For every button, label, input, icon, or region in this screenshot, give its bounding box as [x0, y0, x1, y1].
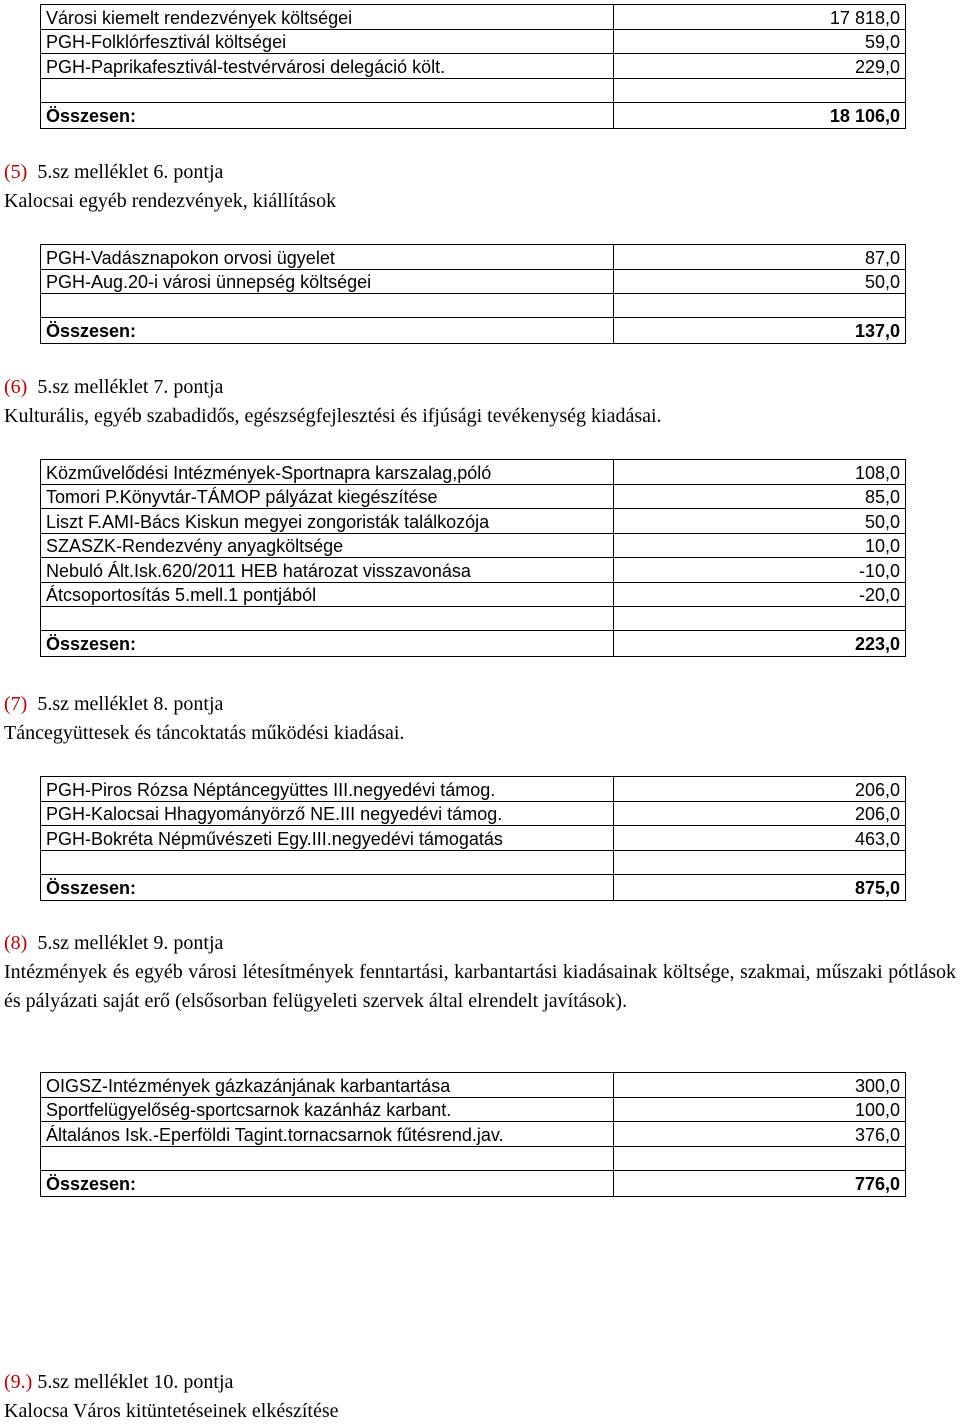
total-row	[41, 631, 906, 657]
table-row	[41, 582, 906, 607]
section-number: (6)	[4, 376, 28, 398]
table-row	[41, 460, 906, 485]
row-label: Átcsoportosítás 5.mell.1 pontjából	[41, 582, 614, 607]
blank-row	[41, 294, 906, 318]
section-description: Intézmények és egyéb városi létesítmények fenntartási, karbantartási kiadásainak költsége, szakmai, műszaki pótlások és pályázati saját erő (elsősorban felügyeleti szervek által elrendelt javítások).	[4, 961, 956, 1012]
table-row	[41, 509, 906, 534]
row-label: Nebuló Ált.Isk.620/2011 HEB határozat visszavonása	[41, 558, 614, 583]
total-row	[41, 318, 906, 344]
blank-row	[41, 1146, 906, 1170]
row-value: 376,0	[614, 1122, 906, 1147]
table-row	[41, 1073, 906, 1098]
section-number: (7)	[4, 693, 28, 715]
budget-table-egyeb-rendezvenyek	[40, 244, 906, 344]
row-label: Közművelődési Intézmények-Sportnapra karszalag,póló	[41, 460, 614, 485]
section-7	[4, 690, 956, 748]
section-heading	[4, 1368, 956, 1397]
total-row	[41, 874, 906, 900]
row-label: PGH-Piros Rózsa Néptáncegyüttes III.negyedévi támog.	[41, 777, 614, 802]
row-label: Tomori P.Könyvtár-TÁMOP pályázat kiegészítése	[41, 484, 614, 509]
total-value: 137,0	[614, 318, 906, 344]
blank-row	[41, 850, 906, 874]
total-label: Összesen:	[41, 318, 614, 344]
total-value: 875,0	[614, 874, 906, 900]
total-value: 18 106,0	[614, 102, 906, 128]
total-label: Összesen:	[41, 1170, 614, 1196]
row-value: 50,0	[614, 509, 906, 534]
total-label: Összesen:	[41, 102, 614, 128]
blank-row	[41, 607, 906, 631]
section-title: 5.sz melléklet 8. pontja	[37, 693, 224, 715]
table-row	[41, 558, 906, 583]
row-label: PGH-Paprikafesztivál-testvérvárosi delegáció költ.	[41, 54, 614, 79]
row-value: 108,0	[614, 460, 906, 485]
row-value: 206,0	[614, 777, 906, 802]
section-6	[4, 373, 956, 431]
section-number: (5)	[4, 161, 28, 183]
row-label: Általános Isk.-Eperföldi Tagint.tornacsarnok fűtésrend.jav.	[41, 1122, 614, 1147]
section-title: 5.sz melléklet 9. pontja	[37, 932, 224, 954]
row-label: Sportfelügyelőség-sportcsarnok kazánház karbant.	[41, 1097, 614, 1122]
table-row	[41, 245, 906, 270]
table-row	[41, 1122, 906, 1147]
row-label: Liszt F.AMI-Bács Kiskun megyei zongoristák találkozója	[41, 509, 614, 534]
section-description: Táncegyüttesek és táncoktatás működési kiadásai.	[4, 722, 405, 744]
section-title: 5.sz melléklet 7. pontja	[37, 376, 224, 398]
row-value: 100,0	[614, 1097, 906, 1122]
row-value: -10,0	[614, 558, 906, 583]
table-row	[41, 54, 906, 79]
row-label: PGH-Aug.20-i városi ünnepség költségei	[41, 269, 614, 294]
table-row	[41, 5, 906, 30]
table-row	[41, 826, 906, 851]
table-row	[41, 269, 906, 294]
total-row	[41, 102, 906, 128]
budget-table-tancegyuttesek	[40, 776, 906, 901]
table-row	[41, 1097, 906, 1122]
row-value: 300,0	[614, 1073, 906, 1098]
row-value: 206,0	[614, 801, 906, 826]
table-row	[41, 777, 906, 802]
total-value: 776,0	[614, 1170, 906, 1196]
row-value: 10,0	[614, 533, 906, 558]
section-title: 5.sz melléklet 6. pontja	[37, 161, 224, 183]
row-value: 229,0	[614, 54, 906, 79]
row-value: -20,0	[614, 582, 906, 607]
section-heading	[4, 373, 956, 402]
row-label: PGH-Bokréta Népművészeti Egy.III.negyedévi támogatás	[41, 826, 614, 851]
budget-table-intezmenyek	[40, 1072, 906, 1197]
row-value: 87,0	[614, 245, 906, 270]
table-row	[41, 484, 906, 509]
section-number: (8)	[4, 932, 28, 954]
section-heading	[4, 158, 956, 187]
section-number: (9.)	[4, 1371, 33, 1393]
section-heading	[4, 690, 956, 719]
row-value: 59,0	[614, 29, 906, 54]
row-value: 85,0	[614, 484, 906, 509]
total-value: 223,0	[614, 631, 906, 657]
row-label: OIGSZ-Intézmények gázkazánjának karbantartása	[41, 1073, 614, 1098]
row-value: 50,0	[614, 269, 906, 294]
budget-table-kiemelt	[40, 4, 906, 129]
total-label: Összesen:	[41, 874, 614, 900]
section-8	[4, 929, 956, 1016]
row-label: PGH-Vadásznapokon orvosi ügyelet	[41, 245, 614, 270]
section-title: 5.sz melléklet 10. pontja	[37, 1371, 234, 1393]
table-row	[41, 533, 906, 558]
row-value: 463,0	[614, 826, 906, 851]
budget-table-kulturalis	[40, 459, 906, 657]
row-label: SZASZK-Rendezvény anyagköltsége	[41, 533, 614, 558]
section-heading	[4, 929, 956, 958]
section-description: Kalocsai egyéb rendezvények, kiállítások	[4, 190, 337, 212]
table-row	[41, 801, 906, 826]
section-description: Kulturális, egyéb szabadidős, egészségfejlesztési és ifjúsági tevékenység kiadásai.	[4, 405, 662, 427]
row-value: 17 818,0	[614, 5, 906, 30]
total-label: Összesen:	[41, 631, 614, 657]
section-5	[4, 158, 956, 216]
table-row	[41, 29, 906, 54]
blank-row	[41, 78, 906, 102]
row-label: PGH-Folklórfesztivál költségei	[41, 29, 614, 54]
total-row	[41, 1170, 906, 1196]
section-9	[4, 1368, 956, 1426]
row-label: Városi kiemelt rendezvények költségei	[41, 5, 614, 30]
row-label: PGH-Kalocsai Hhagyományörző NE.III negyedévi támog.	[41, 801, 614, 826]
section-description: Kalocsa Város kitüntetéseinek elkészítése	[4, 1400, 339, 1422]
